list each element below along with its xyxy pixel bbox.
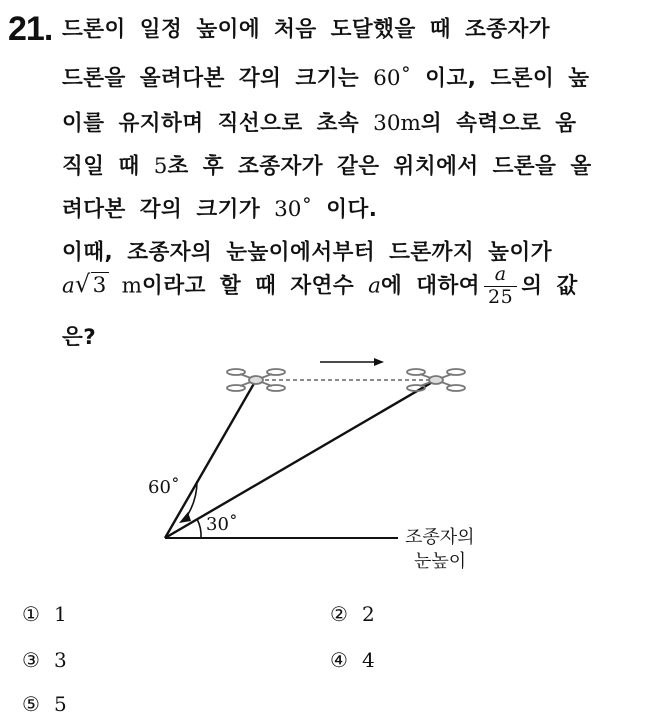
choice-2[interactable]: ② 2 <box>330 602 375 626</box>
stem-line-7: a√3 m이라고 할 때 자연수 a에 대하여 $\frac{a}{25}$ 의 값 <box>62 263 578 308</box>
speed-text: 30m <box>373 111 421 136</box>
stem-line-6: 이때, 조종자의 눈높이에서부터 드론까지 높이가 <box>62 240 552 265</box>
stem-line-1: 드론이 일정 높이에 처음 도달했을 때 조종자가 <box>62 17 551 42</box>
stem-line-4: 직일 때 5초 후 조종자가 같은 위치에서 드론을 올 <box>62 154 592 179</box>
direction-arrow-icon <box>320 358 384 366</box>
stem-line-3: 이를 유지하며 직선으로 초속 30m의 속력으로 움 <box>62 111 577 136</box>
choice-3[interactable]: ③ 3 <box>22 648 67 672</box>
choice-4[interactable]: ④ 4 <box>330 648 375 672</box>
question-number: 21. <box>8 10 53 48</box>
drone-icon <box>227 369 285 391</box>
angle-label-60: 60˚ <box>148 477 180 498</box>
sqrt-expression: √3 <box>74 270 107 299</box>
fraction-a-over-25: $\frac{a}{25}$ <box>484 264 517 309</box>
observer-label-line2: 눈높이 <box>414 551 467 572</box>
choice-1[interactable]: ① 1 <box>22 602 67 626</box>
stem-line-8: 은? <box>62 325 97 350</box>
time-text: 5 <box>153 154 168 179</box>
stem-line-5: 려다본 각의 크기가 30˚ 이다. <box>62 197 378 222</box>
angle-label-30: 30˚ <box>206 514 238 535</box>
angle-60-text: 60˚ <box>373 66 412 91</box>
angle-arc-30 <box>197 519 201 538</box>
choice-5[interactable]: ⑤ 5 <box>22 692 67 716</box>
angle-30-text: 30˚ <box>274 197 313 222</box>
observer-label-line1: 조종자의 <box>405 527 475 548</box>
stem-line-2: 드론을 올려다본 각의 크기는 60˚ 이고, 드론이 높 <box>62 66 590 91</box>
